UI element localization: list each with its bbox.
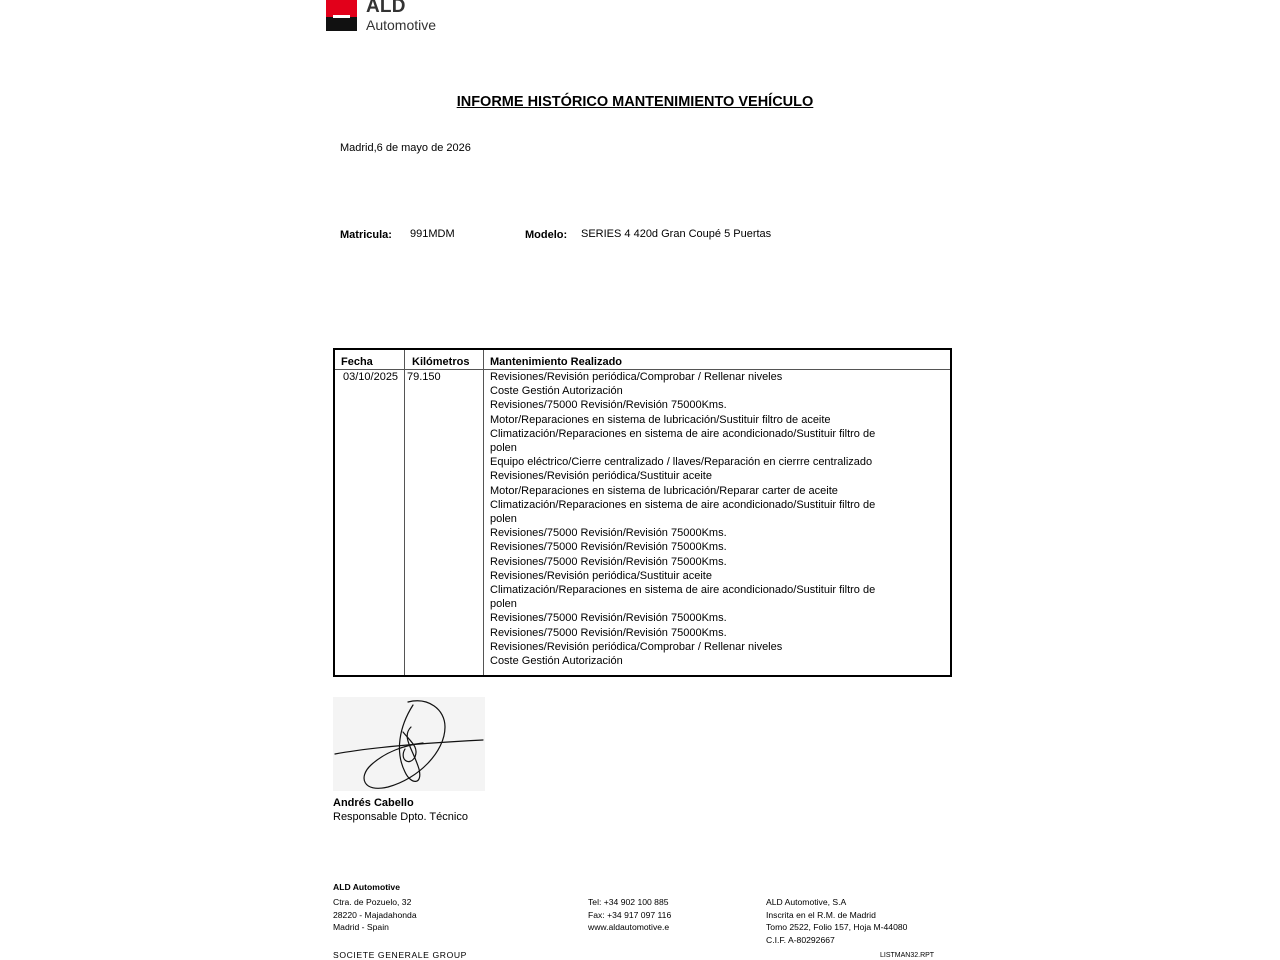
header-km: Kilómetros [412, 356, 470, 368]
work-item: Revisiones/Revisión periódica/Comprobar / Rellenar niveles [490, 640, 783, 653]
plate-label: Matricula: [340, 229, 392, 241]
footer-address-line: Ctra. de Pozuelo, 32 [333, 897, 412, 907]
work-item: Climatización/Reparaciones en sistema de aire acondicionado/Sustituir filtro de [490, 584, 876, 597]
logo-subbrand: Automotive [366, 17, 437, 33]
footer-address-line: 28220 - Majadahonda [333, 909, 417, 920]
work-item: Coste Gestión Autorización [490, 655, 623, 668]
work-list [490, 370, 875, 668]
footer-registry-line: ALD Automotive, S.A [766, 897, 847, 907]
model-label: Modelo: [525, 229, 568, 241]
footer-website[interactable]: www.aldautomotive.e [588, 922, 670, 933]
work-item: Coste Gestión Autorización [490, 385, 623, 398]
work-item: Motor/Reparaciones en sistema de lubricación/Sustituir filtro de aceite [490, 413, 831, 426]
row-km: 79.150 [407, 371, 441, 383]
handwritten-signature [333, 697, 485, 791]
report-code: LISTMAN32.RPT [880, 952, 935, 959]
ald-automotive-logo [326, 0, 446, 32]
place-date: Madrid,6 de mayo de 2026 [340, 142, 471, 154]
logo-brand: ALD [366, 0, 406, 17]
report-title: INFORME HISTÓRICO MANTENIMIENTO VEHÍCULO [456, 94, 814, 110]
column-divider [404, 350, 405, 675]
work-item: Revisiones/75000 Revisión/Revisión 75000Kms. [490, 612, 727, 625]
footer-registry-line: Inscrita en el R.M. de Madrid [766, 909, 876, 920]
work-item: polen [490, 442, 517, 455]
model-value: SERIES 4 420d Gran Coupé 5 Puertas [581, 228, 772, 240]
footer-contact [588, 896, 671, 934]
work-item: polen [490, 598, 517, 611]
footer-company: ALD Automotive [333, 882, 400, 892]
footer-registry-line: Tomo 2522, Folio 157, Hoja M-44080 [766, 922, 908, 933]
logo-mark-icon [326, 0, 357, 31]
work-item: polen [490, 513, 517, 526]
footer-address-line: Madrid - Spain [333, 922, 389, 933]
signer-name: Andrés Cabello [333, 797, 414, 809]
work-item: Climatización/Reparaciones en sistema de aire acondicionado/Sustituir filtro de [490, 427, 876, 440]
maintenance-table [333, 348, 952, 677]
work-item: Revisiones/75000 Revisión/Revisión 75000Kms. [490, 541, 727, 554]
row-date: 03/10/2025 [343, 371, 399, 383]
work-item: Motor/Reparaciones en sistema de lubricación/Reparar carter de aceite [490, 484, 838, 497]
footer-registry [766, 896, 907, 946]
footer-group: SOCIETE GENERALE GROUP [333, 950, 468, 960]
footer-phone: Tel: +34 902 100 885 [588, 897, 669, 907]
work-item: Revisiones/Revisión periódica/Sustituir aceite [490, 569, 712, 582]
work-item: Revisiones/75000 Revisión/Revisión 75000Kms. [490, 555, 727, 568]
header-date: Fecha [341, 356, 373, 368]
column-divider [483, 350, 484, 675]
work-item: Climatización/Reparaciones en sistema de aire acondicionado/Sustituir filtro de [490, 498, 876, 511]
work-item: Revisiones/Revisión periódica/Comprobar / Rellenar niveles [490, 371, 783, 383]
work-item: Revisiones/Revisión periódica/Sustituir aceite [490, 470, 712, 483]
work-item: Revisiones/75000 Revisión/Revisión 75000Kms. [490, 527, 727, 540]
footer-address [333, 896, 417, 934]
footer-registry-line: C.I.F. A-80292667 [766, 934, 835, 945]
work-item: Equipo eléctrico/Cierre centralizado / llaves/Reparación en cierrre centralizado [490, 456, 873, 469]
header-work: Mantenimiento Realizado [490, 356, 623, 368]
plate-value: 991MDM [410, 228, 455, 240]
work-item: Revisiones/75000 Revisión/Revisión 75000Kms. [490, 626, 727, 639]
work-item: Revisiones/75000 Revisión/Revisión 75000Kms. [490, 399, 727, 412]
signer-role: Responsable Dpto. Técnico [333, 811, 468, 823]
footer-fax: Fax: +34 917 097 116 [588, 909, 672, 920]
